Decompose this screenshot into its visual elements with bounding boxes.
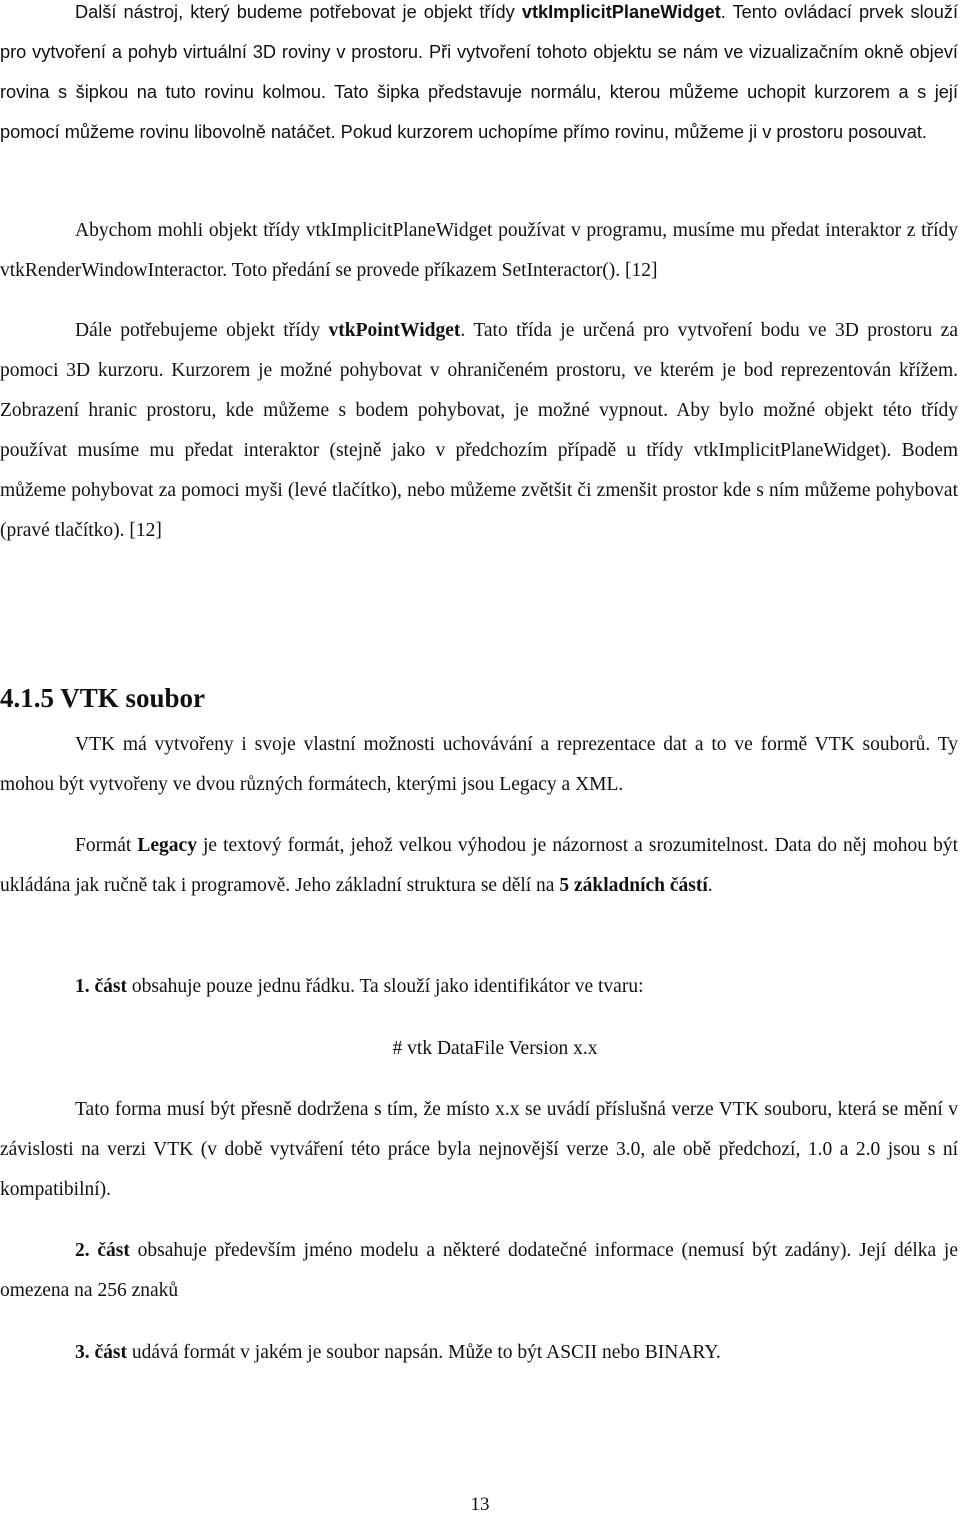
paragraph-vtk-files	[0, 725, 958, 805]
part-label: 2. část	[75, 1240, 130, 1261]
section-heading: 4.1.5 VTK soubor	[0, 683, 206, 713]
paragraph-text: Dále potřebujeme objekt třídy	[75, 320, 329, 341]
paragraph-text: Formát	[75, 835, 138, 856]
paragraph-text: Další nástroj, který budeme potřebovat je objekt třídy	[75, 2, 522, 22]
term-emphasis: Legacy	[137, 835, 197, 856]
paragraph-part-3	[0, 1333, 958, 1373]
paragraph-text: Tato forma musí být přesně dodržena s tím, že místo x.x se uvádí příslušná verze VTK souboru, která se mění v závislosti na verzi VTK (v době vytváření této práce byla nejnovější verze 3.0, ale obě předchozí, 1.0 a 2.0 jsou s ní kompatibilní).	[0, 1099, 958, 1201]
paragraph-implicit-plane-widget	[0, 0, 958, 152]
class-name-emphasis: vtkImplicitPlaneWidget	[521, 2, 721, 22]
paragraph-text: Abychom mohli objekt třídy vtkImplicitPlaneWidget používat v programu, musíme mu předat interaktor z třídy vtkRenderWindowInteractor. Toto předání se provede příkazem SetInteractor(). [12]	[0, 220, 958, 282]
paragraph-text: obsahuje především jméno modelu a některé dodatečné informace (nemusí být zadány). Její délka je omezena na 256 znaků	[0, 1240, 958, 1302]
paragraph-interactor	[0, 211, 958, 291]
paragraph-part-2	[0, 1231, 958, 1311]
part-label: 3. část	[75, 1342, 127, 1363]
paragraph-text: VTK má vytvořeny i svoje vlastní možnosti uchovávání a reprezentace dat a to ve formě VTK souborů. Ty mohou být vytvořeny ve dvou různých formátech, kterými jsou Legacy a XML.	[0, 734, 958, 796]
part-label: 1. část	[75, 976, 127, 997]
paragraph-version-note	[0, 1090, 958, 1210]
paragraph-point-widget	[0, 311, 958, 552]
paragraph-text: .	[707, 875, 713, 897]
paragraph-part-1	[0, 967, 958, 1007]
paragraph-legacy-format	[0, 826, 958, 906]
paragraph-text: je textový formát, jehož velkou výhodou je názornost a srozumitelnost. Data do něj mohou být ukládána jak ručně tak i programově. Jeho základní struktura se dělí na	[0, 835, 958, 897]
page-number: 13	[470, 1494, 490, 1515]
term-emphasis: 5 základních částí	[559, 875, 708, 897]
identifier-line: # vtk DataFile Version x.x	[392, 1038, 598, 1059]
paragraph-text: . Tato třída je určená pro vytvoření bodu ve 3D prostoru za pomoci 3D kurzoru. Kurzorem je možné pohybovat v ohraničeném prostoru, ve kterém je bod reprezentován křížem. Zobrazení hranic prostoru, kde můžeme s bodem pohybovat, je možné vypnout. Aby bylo možné objekt této třídy používat musíme mu předat interaktor (stejně jako v předchozím případě u třídy vtkImplicitPlaneWidget). Bodem můžeme pohybovat za pomoci myši (levé tlačítko), nebo můžeme zvětšit či zmenšit prostor kde s ním můžeme pohybovat (pravé tlačítko). [12]	[0, 320, 958, 542]
paragraph-text: . Tento ovládací prvek slouží pro vytvoření a pohyb virtuální 3D roviny v prostoru. Při vytvoření tohoto objektu se nám ve vizualizačním okně objeví rovina s šipkou na tuto rovinu kolmou. Tato šipka představuje normálu, kterou můžeme uchopit kurzorem a s její pomocí můžeme rovinu libovolně natáčet. Pokud kurzorem uchopíme přímo rovinu, můžeme ji v prostoru posouvat.	[0, 2, 959, 143]
paragraph-text: obsahuje pouze jednu řádku. Ta slouží jako identifikátor ve tvaru:	[127, 976, 644, 997]
paragraph-text: udává formát v jakém je soubor napsán. Může to být ASCII nebo BINARY.	[127, 1342, 721, 1363]
class-name-emphasis: vtkPointWidget	[328, 320, 461, 341]
